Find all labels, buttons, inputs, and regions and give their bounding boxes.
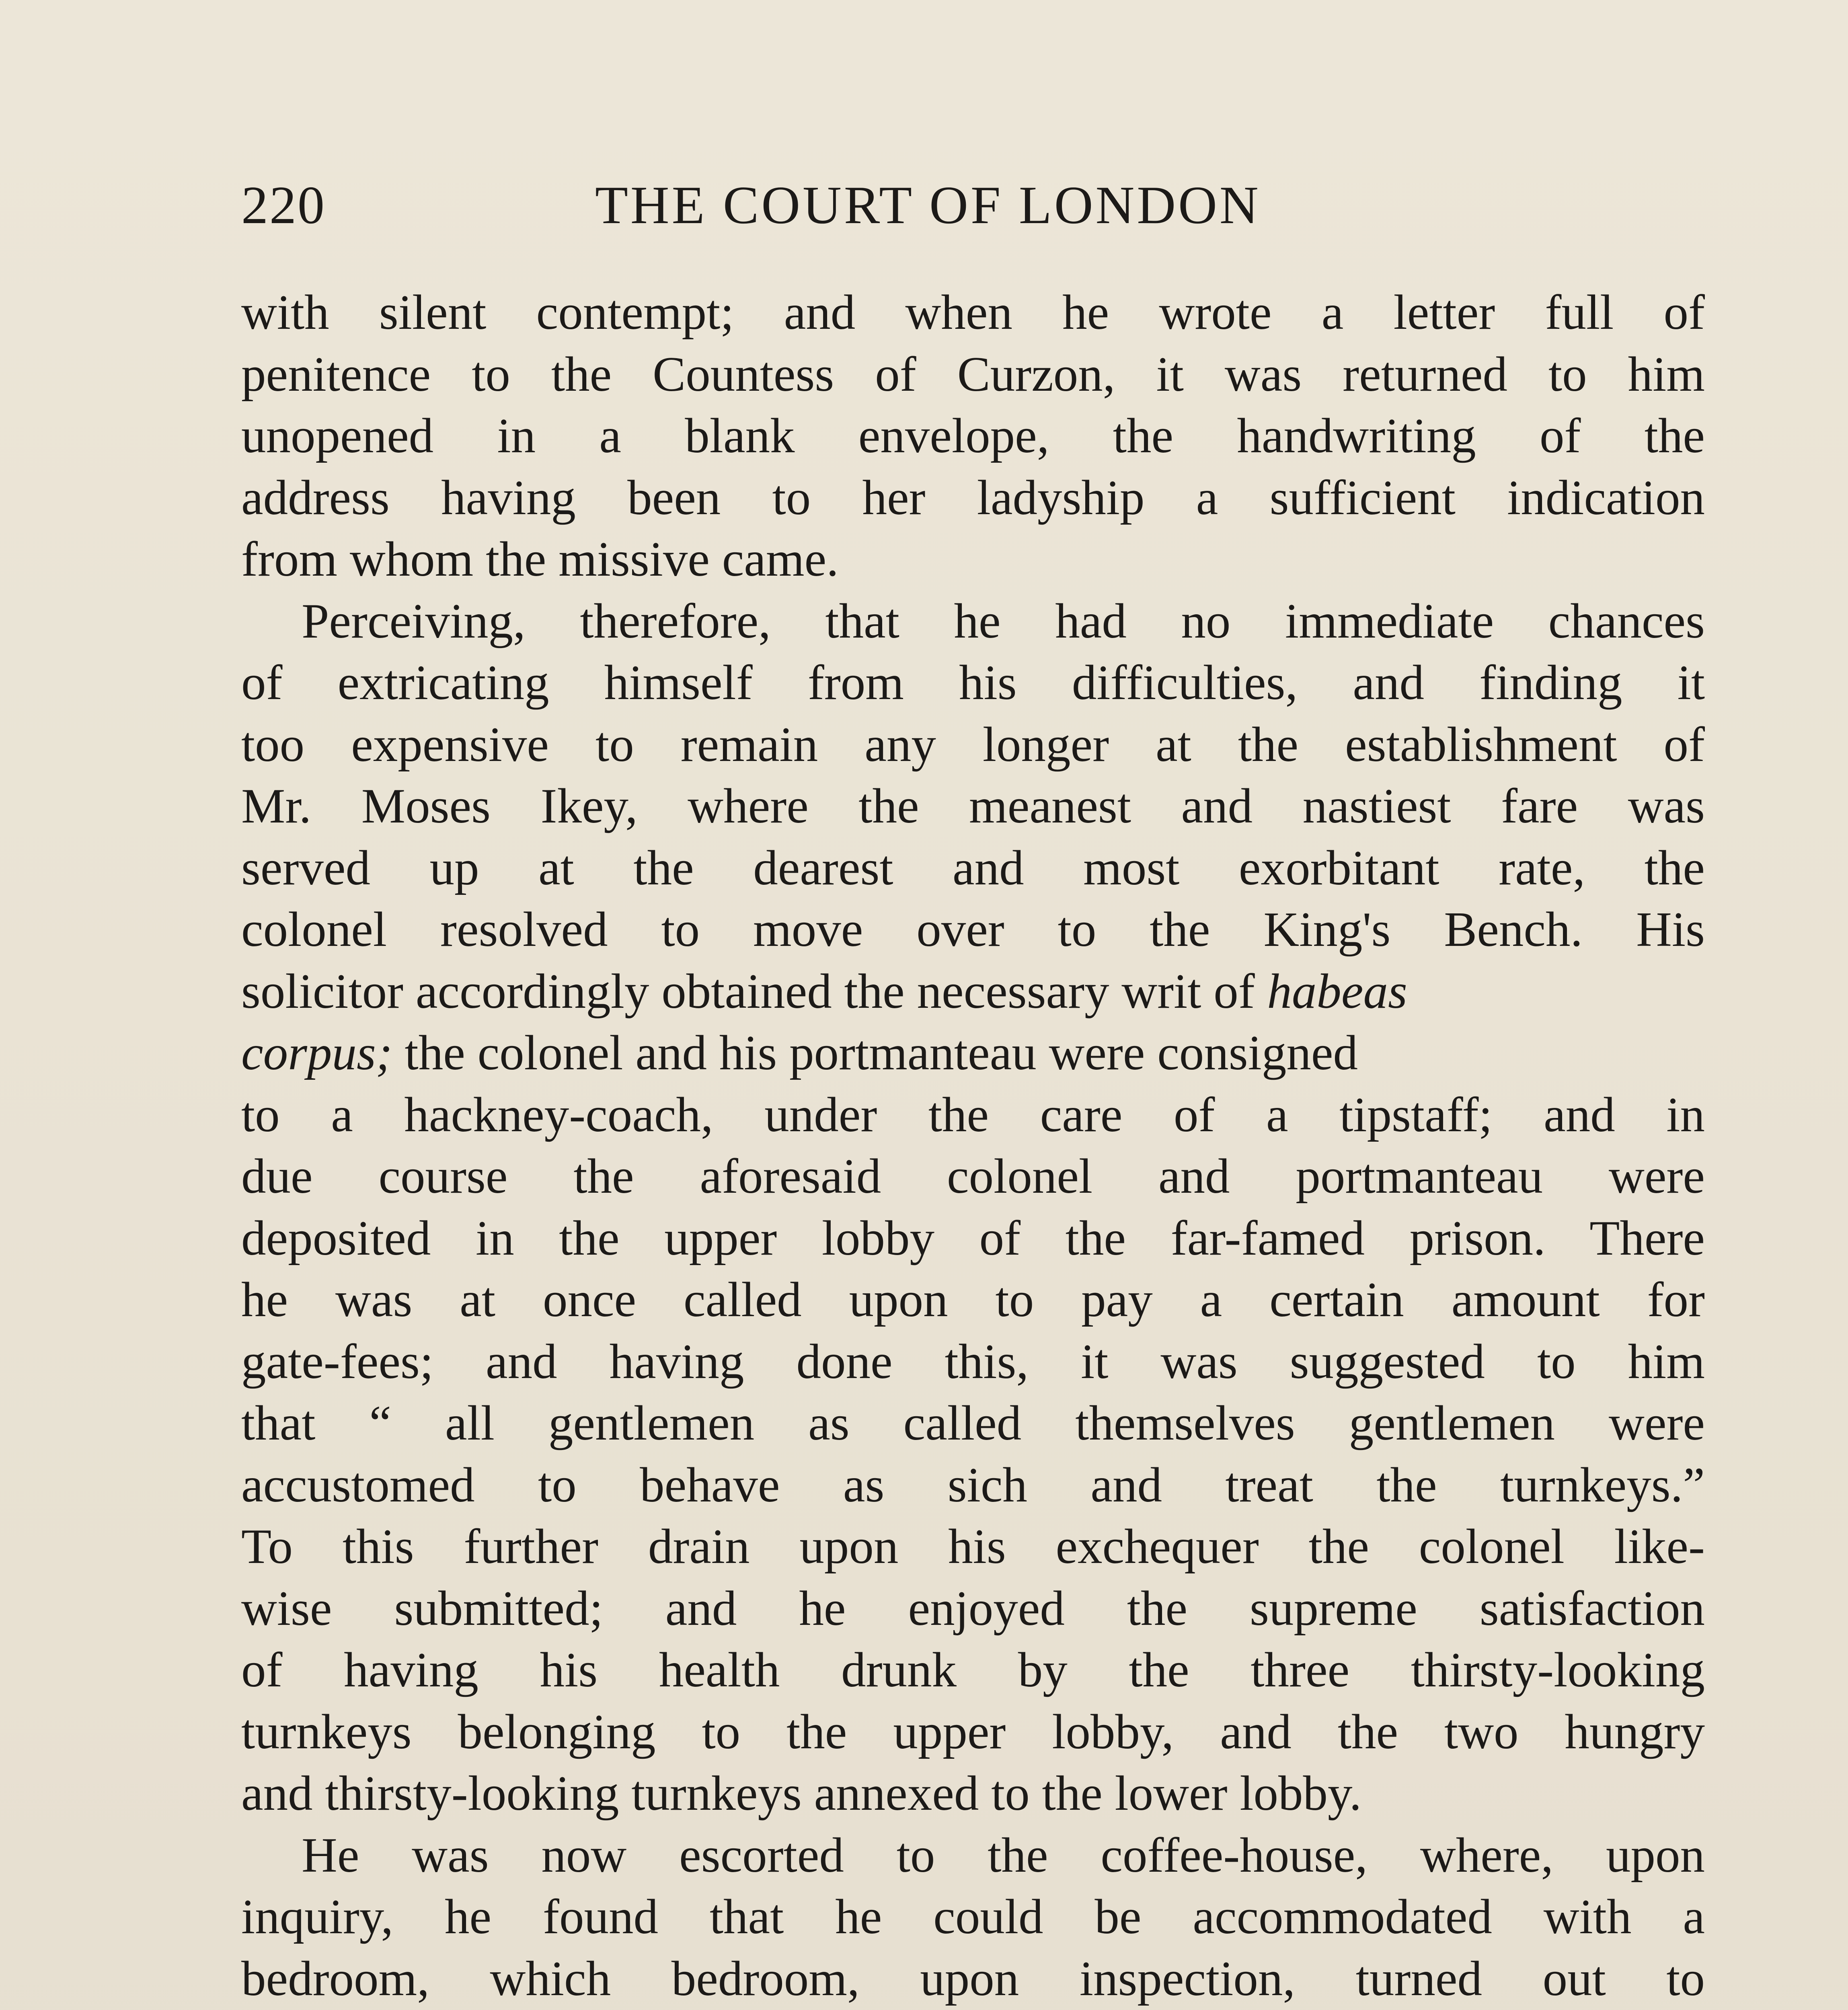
- text-line: bedroom, which bedroom, upon inspection, turned out to: [241, 1951, 1705, 2006]
- italic-term: corpus;: [241, 1025, 392, 1080]
- text-line: colonel resolved to move over to the King's Bench. His: [241, 902, 1705, 957]
- text-line: from whom the missive came.: [241, 531, 839, 587]
- text-span: solicitor accordingly obtained the necessary writ of: [241, 963, 1267, 1019]
- text-line: due course the aforesaid colonel and portmanteau were: [241, 1149, 1705, 1204]
- page-header: [241, 169, 1729, 241]
- text-line: Mr. Moses Ikey, where the meanest and nastiest fare was: [241, 778, 1705, 833]
- text-line: unopened in a blank envelope, the handwriting of the: [241, 408, 1705, 463]
- text-line: of extricating himself from his difficulties, and finding it: [241, 655, 1705, 710]
- body-text: [241, 281, 1705, 2010]
- text-line: with silent contempt; and when he wrote a letter full of: [241, 285, 1705, 340]
- italic-term: habeas: [1267, 963, 1407, 1019]
- text-line: and thirsty-looking turnkeys annexed to the lower lobby.: [241, 1766, 1362, 1821]
- text-line: penitence to the Countess of Curzon, it was returned to him: [241, 346, 1705, 402]
- text-line: too expensive to remain any longer at the establishment of: [241, 716, 1705, 772]
- text-span: the colonel and his portmanteau were consigned: [392, 1025, 1358, 1080]
- running-head: THE COURT OF LONDON: [595, 175, 1261, 235]
- text-line: Perceiving, therefore, that he had no immediate chances: [302, 593, 1705, 648]
- text-line: that “ all gentlemen as called themselves gentlemen were: [241, 1395, 1705, 1450]
- text-line: served up at the dearest and most exorbitant rate, the: [241, 840, 1705, 895]
- page-number: 220: [241, 175, 326, 235]
- text-line: He was now escorted to the coffee-house, where, upon: [302, 1827, 1705, 1883]
- paragraph: [241, 281, 1705, 590]
- text-line: turnkeys belonging to the upper lobby, and the two hungry: [241, 1704, 1705, 1759]
- text-line: [241, 1022, 1705, 1084]
- text-line: address having been to her ladyship a sufficient indication: [241, 470, 1705, 525]
- text-line: inquiry, he found that he could be accommodated with a: [241, 1889, 1705, 1944]
- text-line: [241, 960, 1705, 1022]
- text-line: to a hackney-coach, under the care of a tipstaff; and in: [241, 1087, 1705, 1142]
- text-line: To this further drain upon his exchequer the colonel like-: [241, 1519, 1705, 1574]
- text-line: accustomed to behave as sich and treat the turnkeys.”: [241, 1457, 1705, 1512]
- text-line: deposited in the upper lobby of the far-famed prison. There: [241, 1210, 1705, 1265]
- paragraph: [241, 590, 1705, 1824]
- text-line: wise submitted; and he enjoyed the supreme satisfaction: [241, 1580, 1705, 1636]
- paragraph: [241, 1824, 1705, 2010]
- text-line: he was at once called upon to pay a certain amount for: [241, 1272, 1705, 1327]
- text-line: gate-fees; and having done this, it was suggested to him: [241, 1333, 1705, 1389]
- text-line: of having his health drunk by the three thirsty-looking: [241, 1642, 1705, 1697]
